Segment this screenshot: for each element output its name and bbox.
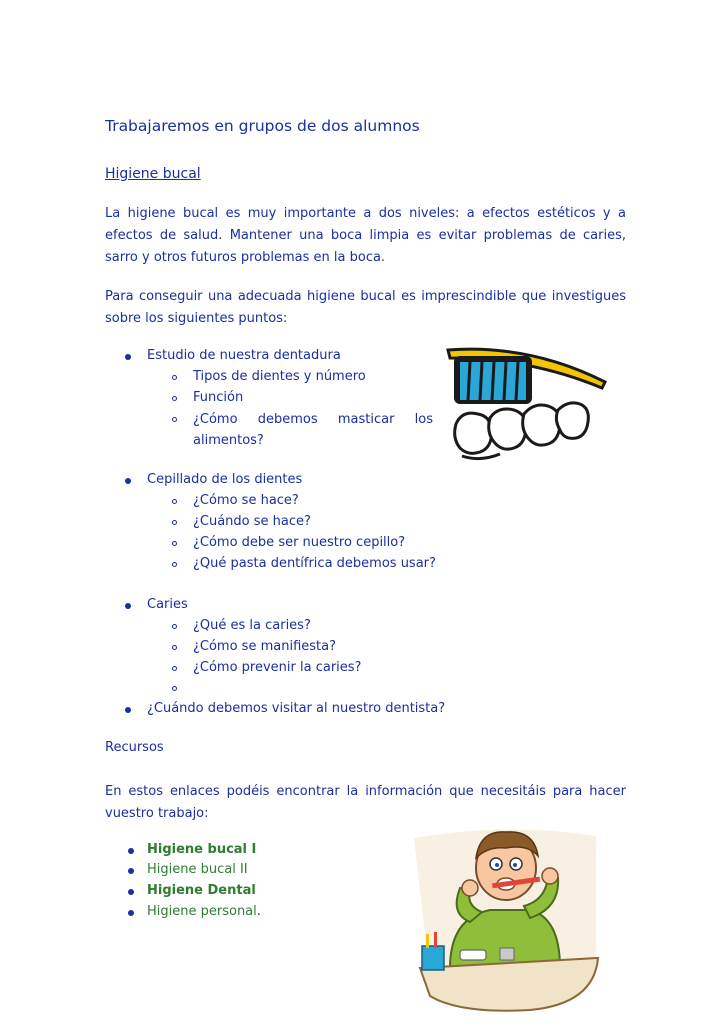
subtopic-item: Tipos de dientes y número: [193, 369, 366, 384]
bullet-icon: [128, 889, 134, 895]
bullet-icon: [125, 478, 131, 484]
link-higiene-dental[interactable]: Higiene Dental: [147, 883, 256, 898]
link-higiene-bucal-1[interactable]: Higiene bucal I: [147, 842, 257, 857]
subtopic-item: ¿Cómo prevenir la caries?: [193, 660, 362, 675]
topic-item: Estudio de nuestra dentadura: [147, 348, 341, 363]
resources-heading: Recursos: [105, 740, 164, 755]
sub-bullet-icon: [172, 375, 177, 380]
topic-item: ¿Cuándo debemos visitar al nuestro dentista?: [147, 701, 446, 716]
trailing-period: .: [256, 904, 261, 919]
sub-bullet-icon: [172, 645, 177, 650]
sub-bullet-icon: [172, 624, 177, 629]
sub-bullet-icon: [172, 686, 177, 691]
link-higiene-personal-line: [147, 902, 261, 922]
link-higiene-bucal-2[interactable]: Higiene bucal II: [147, 862, 248, 877]
section-heading-higiene-bucal: Higiene bucal: [105, 166, 201, 182]
research-intro-paragraph: Para conseguir una adecuada higiene bucal es imprescindible que investigues sobre los siguientes puntos:: [105, 289, 626, 326]
subtopic-item: ¿Cómo debemos masticar los alimentos?: [193, 412, 433, 448]
sub-bullet-icon: [172, 396, 177, 401]
bullet-icon: [125, 354, 131, 360]
document-title: Trabajaremos en grupos de dos alumnos: [105, 117, 420, 135]
sub-bullet-icon: [172, 541, 177, 546]
bullet-icon: [128, 868, 134, 874]
topic-item: Caries: [147, 597, 188, 612]
sub-bullet-icon: [172, 417, 177, 422]
bullet-icon: [125, 603, 131, 609]
subtopic-item: ¿Cómo se hace?: [193, 493, 299, 508]
topic-item: Cepillado de los dientes: [147, 472, 303, 487]
bullet-icon: [128, 848, 134, 854]
link-higiene-personal[interactable]: Higiene personal: [147, 904, 257, 919]
subtopic-item: Función: [193, 390, 244, 405]
subtopic-item: ¿Cómo se manifiesta?: [193, 639, 336, 654]
sub-bullet-icon: [172, 520, 177, 525]
subtopic-item: ¿Cuándo se hace?: [193, 514, 311, 529]
boy-brushing-teeth-icon: [410, 818, 608, 1026]
sub-bullet-icon: [172, 499, 177, 504]
intro-paragraph: La higiene bucal es muy importante a dos niveles: a efectos estéticos y a efectos de salud. Mantener una boca limpia es evitar problemas de caries, sarro y otros futuros problemas en la boca.: [105, 206, 626, 265]
resources-intro-paragraph: En estos enlaces podéis encontrar la información que necesitáis para hacer vuestro trabajo:: [105, 784, 626, 821]
sub-bullet-icon: [172, 562, 177, 567]
bullet-icon: [125, 707, 131, 713]
subtopic-item: ¿Qué pasta dentífrica debemos usar?: [193, 556, 436, 571]
sub-bullet-icon: [172, 666, 177, 671]
bullet-icon: [128, 910, 134, 916]
toothbrush-and-teeth-icon: [440, 344, 615, 468]
subtopic-item: ¿Qué es la caries?: [193, 618, 311, 633]
subtopic-item: ¿Cómo debe ser nuestro cepillo?: [193, 535, 406, 550]
